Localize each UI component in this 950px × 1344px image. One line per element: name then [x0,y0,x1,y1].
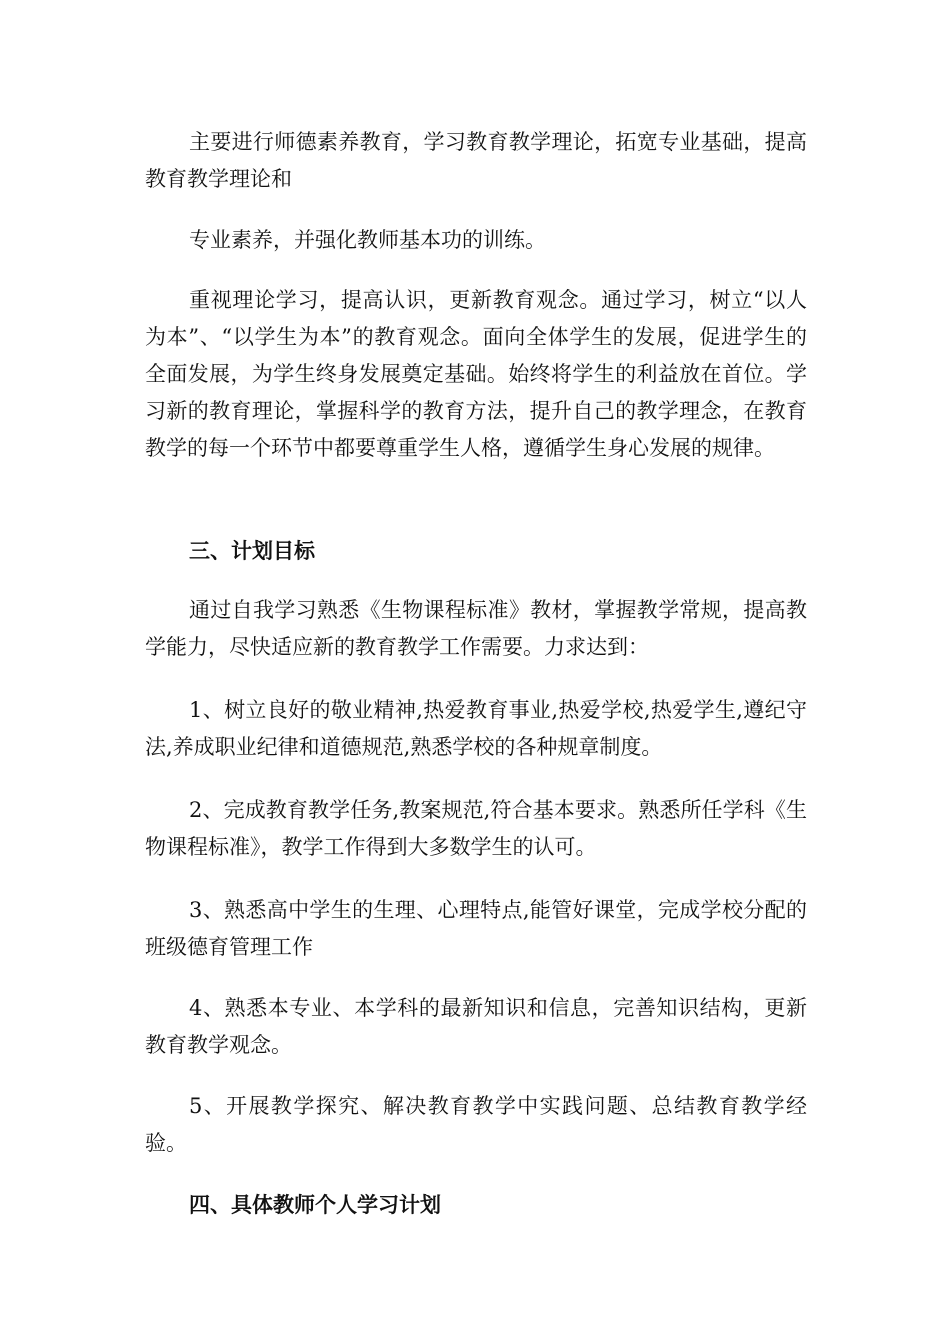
section-heading-personal-plan: 四、具体教师个人学习计划 [189,1192,441,1217]
paragraph-self-study: 通过自我学习熟悉《生物课程标准》教材，掌握教学常规，提高教学能力，尽快适应新的教育教学工作需要。力求达到： [145,598,807,659]
goal-item-4: 4、熟悉本专业、本学科的最新知识和信息，完善知识结构，更新教育教学观念。 [145,996,807,1057]
paragraph-professional-literacy: 专业素养，并强化教师基本功的训练。 [189,228,546,252]
goal-item-1: 1、树立良好的敬业精神,热爱教育事业,热爱学校,热爱学生,遵纪守法,养成职业纪律和道德规范,熟悉学校的各种规章制度。 [145,698,807,759]
goal-item-3: 3、熟悉高中学生的生理、心理特点,能管好课堂，完成学校分配的班级德育管理工作 [145,898,807,959]
paragraph-theory-study: 重视理论学习，提高认识，更新教育观念。通过学习，树立“以人为本”、“以学生为本”的教育观念。面向全体学生的发展，促进学生的全面发展，为学生终身发展奠定基础。始终将学生的利益放在首位。学习新的教育理论，掌握科学的教育方法，提升自己的教学理念，在教育教学的每一个环节中都要尊重学生人格，遵循学生身心发展的规律。 [145,288,807,460]
paragraph-teacher-ethics: 主要进行师德素养教育，学习教育教学理论，拓宽专业基础，提高教育教学理论和 [145,130,807,191]
goal-item-2: 2、完成教育教学任务,教案规范,符合基本要求。熟悉所任学科《生物课程标准》，教学工作得到大多数学生的认可。 [145,798,807,859]
section-heading-plan-goals: 三、计划目标 [189,538,315,563]
goal-item-5: 5、开展教学探究、解决教育教学中实践问题、总结教育教学经验。 [145,1094,807,1155]
